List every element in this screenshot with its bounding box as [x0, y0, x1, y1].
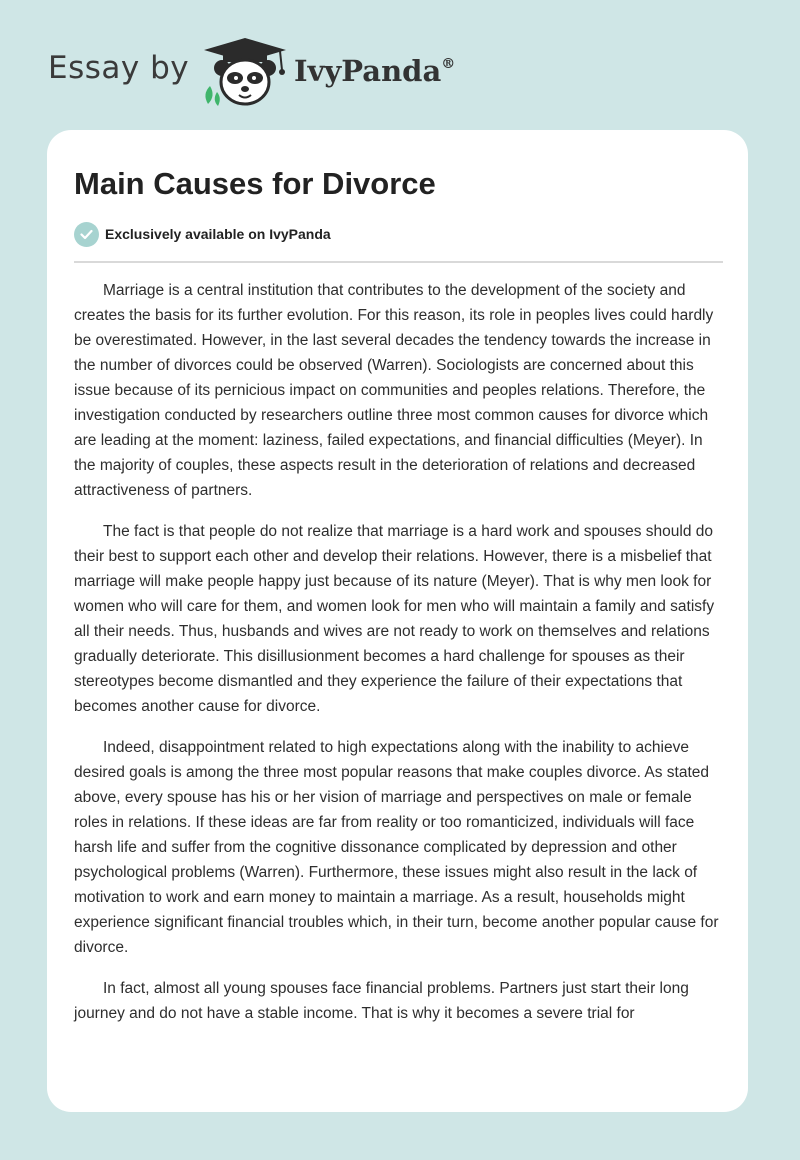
essay-by-label: Essay by [48, 50, 190, 86]
paragraph: Marriage is a central institution that contributes to the development of the society and creates the basis for its further evolution. For this reason, its role in peoples lives could hardly be overestimated. However, in the last several decades the tendency towards the increase in the number of divorces could be observed (Warren). Sociologists are concerned about this issue because of its pernicious impact on communities and peoples relations. Therefore, the investigation conducted by researchers outline three most common causes for divorce which are leading at the moment: laziness, failed expectations, and financial difficulties (Meyer). In the majority of couples, these aspects result in the deterioration of relations and decreased attractiveness of partners. [74, 282, 714, 499]
brand-name [294, 54, 455, 88]
paragraph: Indeed, disappointment related to high expectations along with the inability to achieve desired goals is among the three most popular reasons that make couples divorce. As stated above, every spouse has his or her vision of marriage and perspectives on male or female roles in relations. If these ideas are far from reality or too romanticized, individuals will face harsh life and suffer from the cognitive dissonance complicated by depression and other psychological problems (Warren). Furthermore, these issues might also result in the lack of motivation to work and earn money to maintain a marriage. As a result, households might experience significant financial troubles which, in their turn, become another popular cause for divorce. [74, 739, 719, 956]
site-header [0, 0, 800, 130]
essay-body [74, 278, 724, 1042]
exclusive-badge [74, 221, 331, 247]
divider [74, 261, 723, 263]
brand-text: IvyPanda [294, 54, 442, 88]
paragraph: The fact is that people do not realize that marriage is a hard work and spouses should do their best to support each other and develop their relations. However, there is a misbelief that marriage will make people happy just because of its nature (Meyer). That is why men look for women who will care for them, and women look for men who will maintain a family and satisfy all their needs. Thus, husbands and wives are not ready to work on themselves and relations gradually deteriorate. This disillusionment becomes a hard challenge for spouses as their stereotypes become dismantled and they experience the failure of their expectations that becomes another cause for divorce. [74, 523, 715, 715]
exclusive-badge-text: Exclusively available on IvyPanda [105, 226, 331, 242]
essay-card [47, 130, 748, 1112]
paragraph: In fact, almost all young spouses face financial problems. Partners just start their long journey and do not have a stable income. That is why it becomes a severe trial for [74, 980, 689, 1022]
check-icon [74, 222, 99, 247]
essay-title: Main Causes for Divorce [74, 166, 436, 201]
panda-graduation-icon [200, 36, 290, 108]
registered-mark: ® [441, 56, 456, 72]
